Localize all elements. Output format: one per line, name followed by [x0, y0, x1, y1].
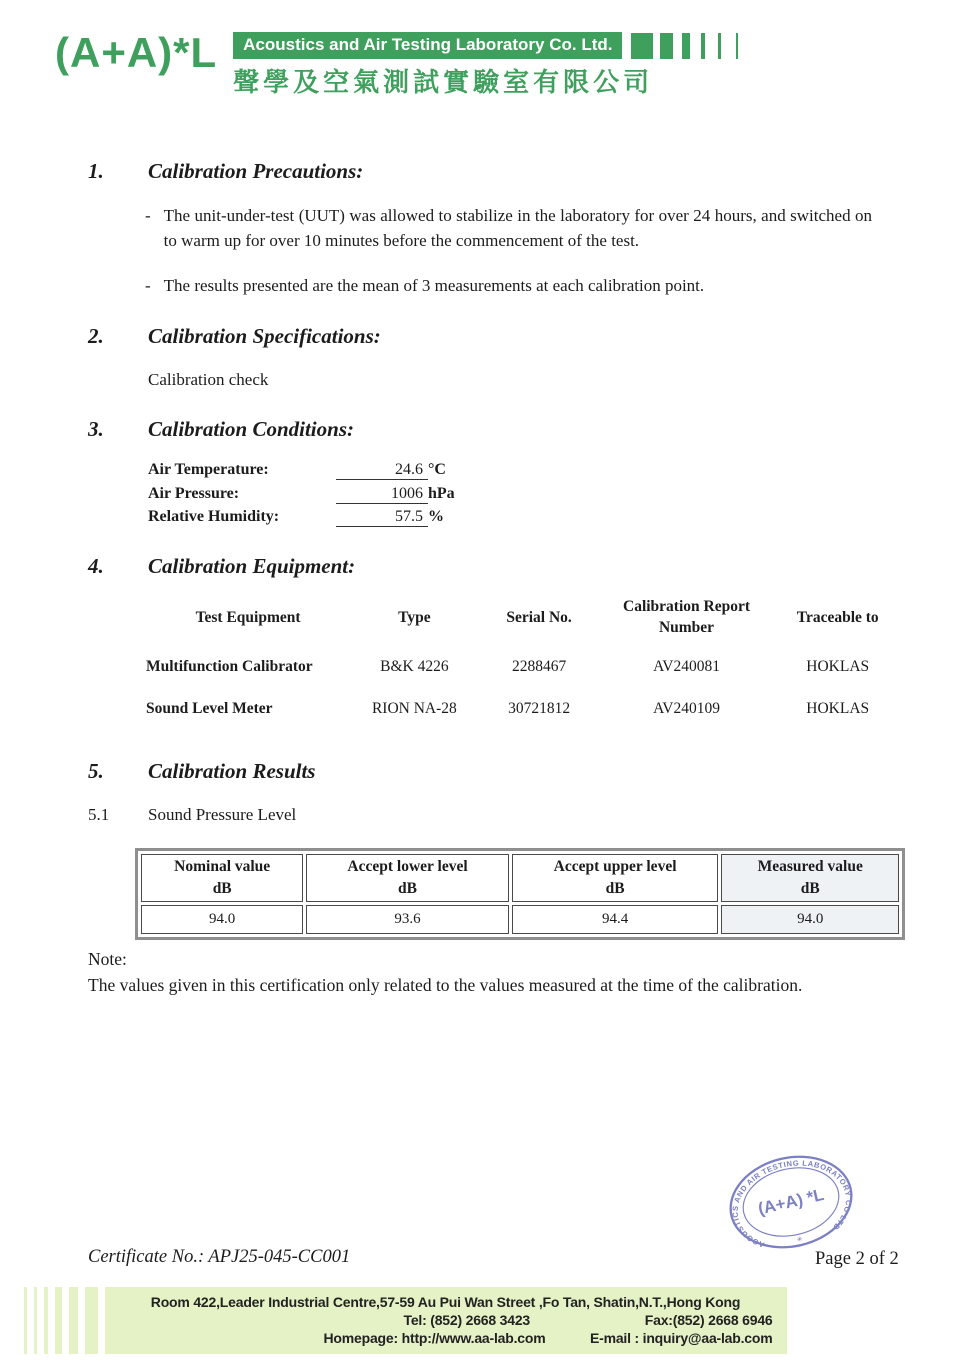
subsection-number: 5.1 — [88, 805, 110, 824]
company-name-banner: Acoustics and Air Testing Laboratory Co. Ltd. — [233, 32, 622, 59]
section-title: Calibration Precautions: — [148, 159, 364, 183]
condition-unit: °C — [428, 461, 446, 478]
stamp-star-icon: ✳ — [795, 1234, 804, 1245]
footer-tel: Tel: (852) 2668 3423 — [403, 1312, 530, 1328]
condition-label: Relative Humidity: — [148, 508, 280, 525]
bullet-text: The unit-under-test (UUT) was allowed to stabilize in the laboratory for over 24 hours, and switched on to warm up for over 10 minutes before the commencement of the test. — [163, 206, 872, 250]
column-header: Type — [398, 608, 431, 626]
column-header: Accept lower level dB — [306, 854, 508, 902]
footer-contact-block — [105, 1287, 787, 1354]
section-1-heading — [88, 159, 363, 184]
note-text: The values given in this certification only related to the values measured at the time of the calibration. — [88, 975, 803, 996]
subsection-title: Sound Pressure Level — [148, 805, 297, 824]
equipment-report: AV240109 — [653, 700, 720, 717]
company-stamp — [712, 1143, 870, 1261]
company-name-chinese: 聲學及空氣測試實驗室有限公司 — [233, 67, 654, 97]
stamp-arc-text: ACOUSTICS AND AIR TESTING LABORATORY CO LTD — [730, 1158, 854, 1250]
condition-unit: % — [428, 508, 444, 525]
condition-value: 1006 — [391, 484, 423, 502]
column-header: Serial No. — [506, 608, 572, 626]
section-number: 5. — [88, 759, 104, 783]
condition-label: Air Pressure: — [148, 484, 240, 502]
letterhead-right — [233, 32, 738, 99]
calibration-conditions — [148, 461, 455, 532]
footer-address: Room 422,Leader Industrial Centre,57-59 Au Pui Wan Street ,Fo Tan, Shatin,N.T.,Hong Kong — [150, 1294, 741, 1310]
equipment-type: RION NA-28 — [371, 700, 457, 717]
equipment-row — [146, 688, 902, 730]
section-number: 2. — [88, 324, 104, 348]
equipment-traceable: HOKLAS — [806, 658, 870, 675]
section-title: Calibration Equipment: — [148, 554, 356, 578]
equipment-header-row — [146, 590, 902, 646]
section-number: 3. — [88, 417, 104, 441]
footer-bars-decoration-icon — [24, 1287, 105, 1354]
condition-unit: hPa — [428, 484, 455, 502]
condition-label: Air Temperature: — [148, 461, 269, 478]
equipment-row — [146, 646, 902, 688]
column-header: Test Equipment — [195, 608, 301, 626]
condition-value-underlined — [336, 508, 428, 527]
column-header: Accept upper level dB — [512, 854, 719, 902]
section-2-heading — [88, 324, 381, 349]
footer-homepage: Homepage: http://www.aa-lab.com — [323, 1330, 546, 1346]
section-number: 4. — [88, 554, 104, 578]
condition-value: 57.5 — [395, 508, 423, 525]
bullet-text: The results presented are the mean of 3 measurements at each calibration point. — [163, 276, 705, 295]
equipment-serial: 30721812 — [508, 700, 571, 717]
equipment-table — [146, 590, 902, 730]
note-label: Note: — [88, 949, 127, 969]
footer-phone-line — [119, 1312, 773, 1328]
section-5-heading — [88, 759, 315, 784]
equipment-report: AV240081 — [653, 658, 720, 675]
precaution-bullet-1 — [145, 204, 872, 253]
bullet-dash: - — [145, 206, 151, 225]
letterhead — [55, 29, 738, 99]
equipment-name: Sound Level Meter — [146, 700, 273, 717]
accept-upper-value: 94.4 — [512, 905, 719, 934]
specification-text: Calibration check — [148, 370, 269, 389]
section-4-heading — [88, 554, 355, 579]
measured-value: 94.0 — [721, 905, 899, 934]
equipment-name: Multifunction Calibrator — [146, 658, 313, 675]
precaution-bullet-2 — [145, 274, 872, 299]
footer-fax: Fax:(852) 2668 6946 — [644, 1312, 773, 1328]
subsection-5-1 — [88, 805, 296, 825]
certificate-number: Certificate No.: APJ25-045-CC001 — [88, 1247, 351, 1267]
accept-lower-value: 93.6 — [306, 905, 508, 934]
section-title: Calibration Specifications: — [148, 324, 381, 348]
section-title: Calibration Results — [148, 759, 316, 783]
section-3-heading — [88, 417, 354, 442]
section-title: Calibration Conditions: — [148, 417, 354, 441]
results-value-row — [141, 905, 899, 934]
equipment-serial: 2288467 — [511, 658, 567, 675]
section-number: 1. — [88, 159, 104, 183]
column-header: Measured value dB — [721, 854, 899, 902]
equipment-type: B&K 4226 — [380, 658, 449, 675]
condition-value-underlined — [336, 485, 428, 504]
column-header: Nominal value dB — [141, 854, 303, 902]
condition-value-underlined — [336, 461, 428, 480]
footer-web-line — [119, 1330, 773, 1346]
stamp-center-text: (A+A) *L — [756, 1184, 826, 1219]
page-number: Page 2 of 2 — [815, 1249, 899, 1269]
footer-email: E-mail : inquiry@aa-lab.com — [589, 1330, 773, 1346]
results-table — [135, 848, 905, 940]
column-header: Traceable to — [796, 608, 879, 626]
nominal-value: 94.0 — [141, 905, 303, 934]
condition-row-temperature — [148, 461, 455, 485]
note-block — [88, 946, 874, 999]
footer-band — [24, 1287, 787, 1354]
bullet-dash: - — [145, 276, 151, 295]
equipment-traceable: HOKLAS — [806, 700, 870, 717]
banner-row — [233, 32, 738, 59]
results-header-row — [141, 854, 899, 902]
condition-value: 24.6 — [395, 461, 423, 478]
barcode-decoration-icon — [631, 33, 738, 59]
condition-row-humidity — [148, 508, 455, 532]
condition-row-pressure — [148, 485, 455, 509]
column-header: Calibration Report Number — [623, 598, 751, 636]
company-logo: (A+A)*L — [55, 29, 218, 76]
